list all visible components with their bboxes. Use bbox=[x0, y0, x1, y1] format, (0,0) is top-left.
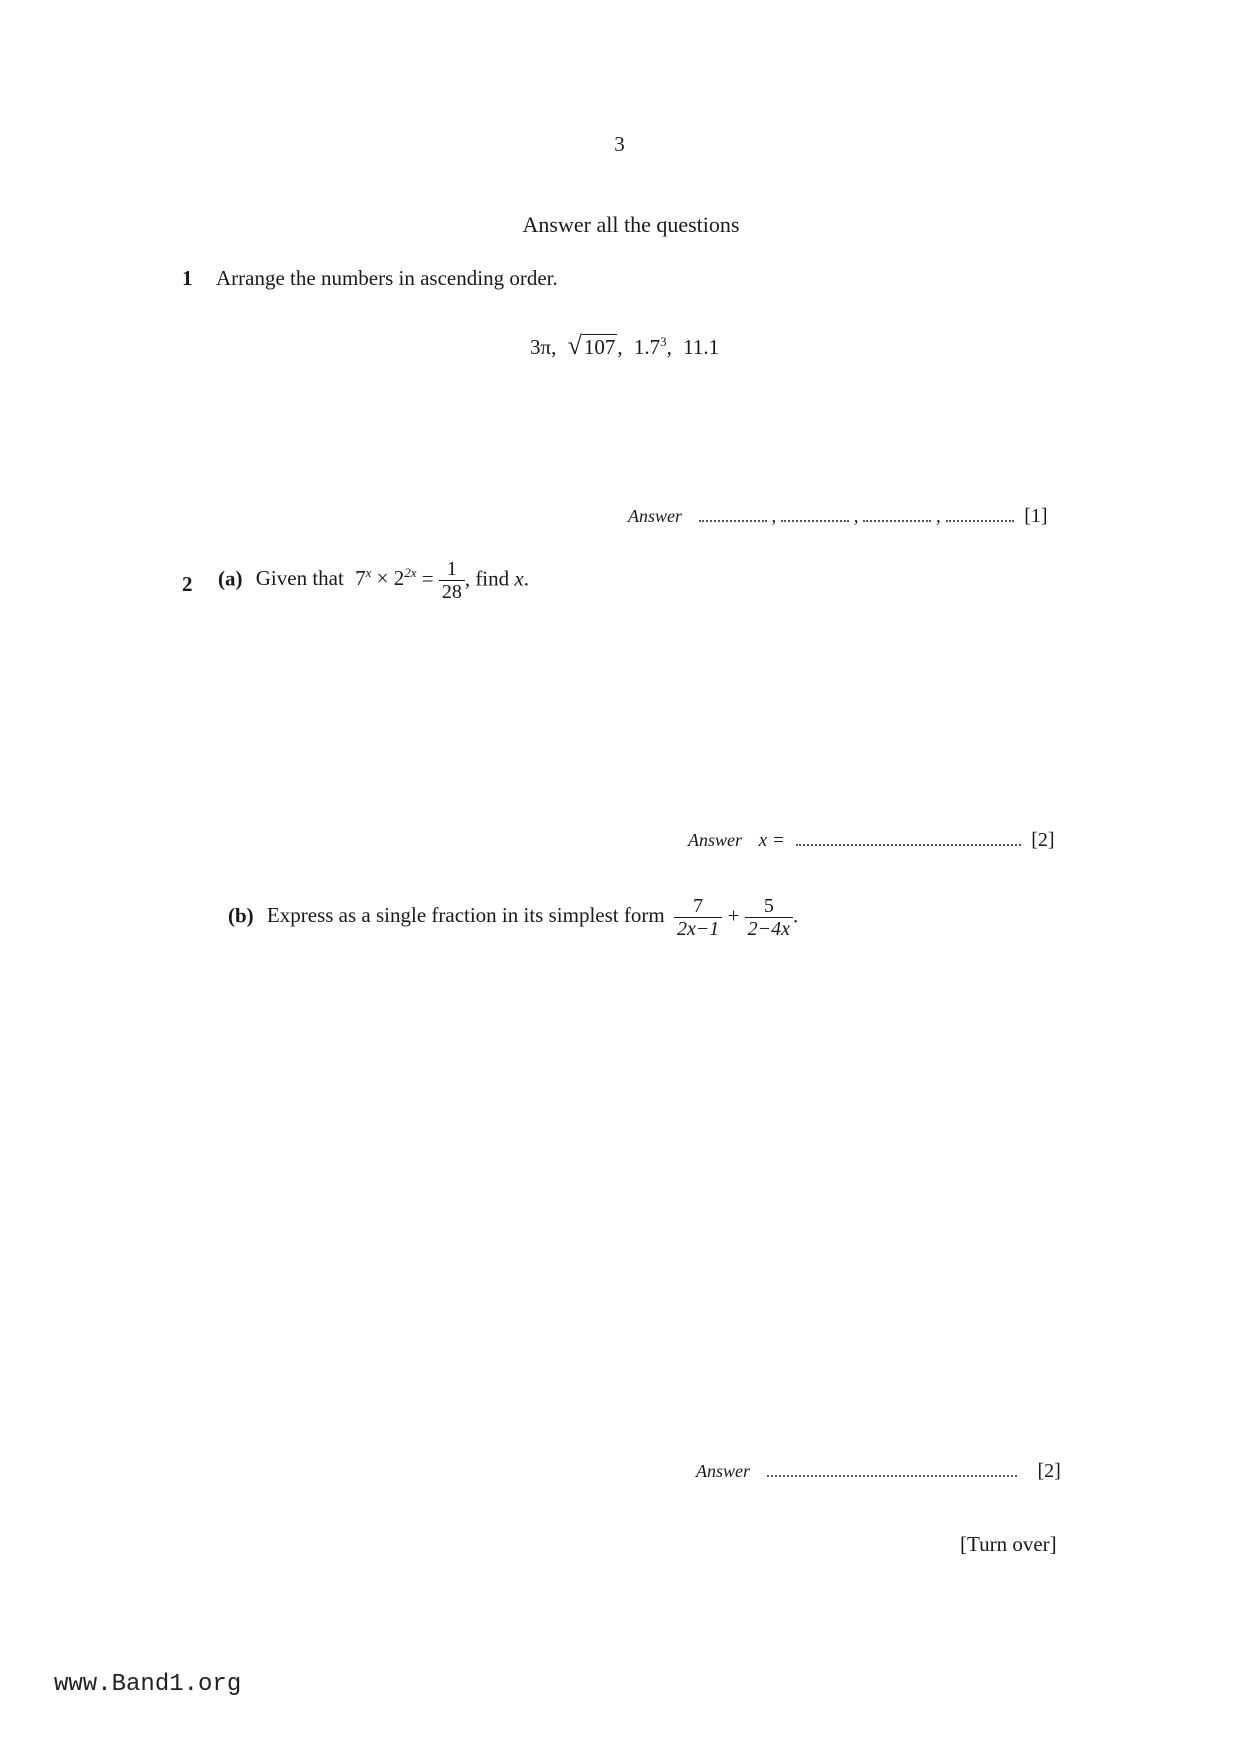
page-number: 3 bbox=[614, 132, 625, 156]
answer-blank-x[interactable] bbox=[796, 840, 1021, 846]
equation-lhs: $7^x \times 2^{2x}$ bbox=[355, 565, 417, 591]
marks: [2] bbox=[1037, 1460, 1061, 1482]
answer-blank-4[interactable] bbox=[946, 516, 1014, 522]
number-1-7-cubed: $1.7^3$ bbox=[633, 334, 667, 359]
question-2b-text: (b) Express as a single fraction in its simplest form $\frac{7}{2x-1}$ + $\frac{5}{2-4x}$ . bbox=[228, 895, 799, 940]
marks: [1] bbox=[1024, 505, 1048, 527]
answer-label: Answer bbox=[688, 830, 742, 850]
question-2b-answer-line bbox=[696, 1460, 1061, 1483]
question-1-text: Arrange the numbers in ascending order. bbox=[216, 266, 558, 290]
turn-over: [Turn over] bbox=[960, 1532, 1057, 1556]
question-2-number: 2 bbox=[182, 572, 193, 596]
question-2a-answer-line: Answer x = [2] bbox=[688, 829, 1055, 851]
fraction-5-over-2-minus-4x: $\frac{5}{2-4x}$ bbox=[745, 895, 793, 940]
fraction-7-over-2x-minus-1: $\frac{7}{2x-1}$ bbox=[674, 895, 722, 940]
answer-label: Answer bbox=[628, 506, 682, 526]
question-1-numbers: 3π, √107, $1.7^3$, 11.1 bbox=[530, 331, 720, 360]
marks: [2] bbox=[1031, 829, 1055, 851]
number-sqrt-107: √107 bbox=[567, 331, 616, 360]
question-1-answer-line: Answer , , , [1] bbox=[628, 505, 1048, 527]
part-a-label: (a) bbox=[218, 566, 243, 591]
answer-label: Answer bbox=[696, 1461, 750, 1481]
answer-blank-2[interactable] bbox=[781, 516, 849, 522]
question-2a-text: (a) Given that $7^x \times 2^{2x}$ = $\frac{1}{28}$ , find x. bbox=[218, 558, 529, 603]
number-3pi: 3π bbox=[530, 335, 552, 359]
answer-blank-3[interactable] bbox=[863, 516, 931, 522]
number-11-1: 11.1 bbox=[683, 335, 720, 359]
answer-blank-fraction[interactable] bbox=[767, 1471, 1017, 1477]
watermark: www.Band1.org bbox=[54, 1671, 242, 1698]
question-1-number: 1 bbox=[182, 266, 193, 290]
answer-blank-1[interactable] bbox=[699, 516, 767, 522]
instructions-heading: Answer all the questions bbox=[522, 212, 740, 237]
part-b-label: (b) bbox=[228, 903, 254, 928]
fraction-1-over-28: $\frac{1}{28}$ bbox=[439, 558, 465, 603]
